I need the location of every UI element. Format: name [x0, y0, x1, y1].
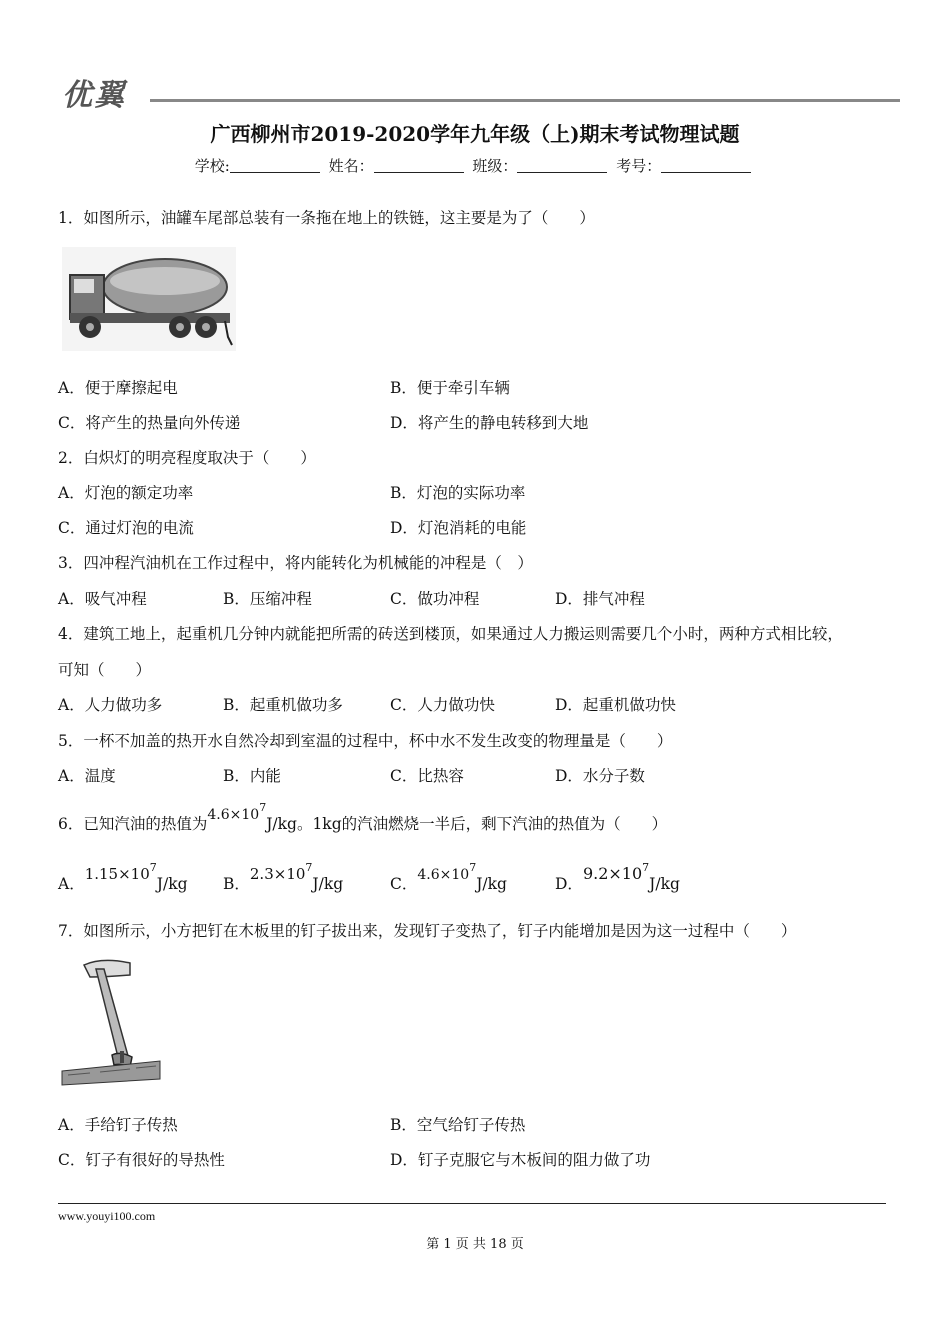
q6-option-b-base: 2.3×10 [249, 865, 306, 883]
q6-option-d-letter: D． [555, 875, 583, 893]
q2-option-d[interactable]: D．灯泡消耗的电能 [390, 519, 527, 537]
q6-stem-suffix: J/kg。1kg的汽油燃烧一半后，剩下汽油的热值为（ ） [266, 815, 668, 833]
q3-option-c[interactable]: C．做功冲程 [390, 590, 480, 608]
footer-url[interactable]: www.youyi100.com [58, 1209, 156, 1223]
q6-option-a-unit: J/kg [156, 875, 188, 893]
q4-option-d[interactable]: D．起重机做功快 [555, 696, 676, 714]
q2-option-b[interactable]: B．灯泡的实际功率 [390, 484, 526, 502]
q6-option-c-letter: C． [390, 875, 418, 893]
question-3-stem: 3．四冲程汽油机在工作过程中，将内能转化为机械能的冲程是（ ） [58, 554, 533, 572]
name-label: 姓名： [328, 157, 374, 175]
q7-option-b[interactable]: B．空气给钉子传热 [390, 1116, 526, 1134]
q6-option-d-unit: J/kg [649, 875, 680, 893]
q6-option-c[interactable] [390, 861, 507, 894]
q6-option-c-unit: J/kg [476, 875, 507, 893]
question-4-stem-line1: 4．建筑工地上，起重机几分钟内就能把所需的砖送到楼顶，如果通过人力搬运则需要几个小时，两种方式相比较， [58, 625, 843, 643]
nail-puller-image [60, 955, 162, 1087]
q6-option-c-base: 4.6×10 [417, 867, 470, 883]
q7-option-d[interactable]: D．钉子克服它与木板间的阻力做了功 [390, 1151, 651, 1169]
class-blank[interactable] [517, 158, 607, 173]
q6-stem-value [207, 801, 266, 823]
q5-option-d[interactable]: D．水分子数 [555, 767, 645, 785]
q6-option-a-letter: A． [58, 875, 85, 893]
q6-option-a[interactable] [58, 861, 188, 894]
q6-option-d-exp: 7 [642, 861, 650, 874]
school-blank[interactable] [230, 158, 320, 173]
q7-option-c[interactable]: C．钉子有很好的导热性 [58, 1151, 225, 1169]
header-rule [150, 99, 900, 102]
q6-option-d-value [583, 861, 649, 883]
q1-option-a[interactable]: A．便于摩擦起电 [58, 379, 178, 397]
question-1-stem: 1．如图所示，油罐车尾部总装有一条拖在地上的铁链，这主要是为了（ ） [58, 209, 595, 227]
question-6-stem [58, 801, 668, 834]
question-5-stem: 5．一杯不加盖的热开水自然冷却到室温的过程中，杯中水不发生改变的物理量是（ ） [58, 732, 673, 750]
q6-stem-value-base: 4.6×10 [207, 807, 260, 823]
q6-option-b[interactable] [223, 861, 344, 894]
question-7-stem: 7．如图所示，小方把钉在木板里的钉子拔出来，发现钉子变热了，钉子内能增加是因为这一过程中（ ） [58, 922, 797, 940]
q4-option-c[interactable]: C．人力做功快 [390, 696, 495, 714]
q6-option-b-letter: B． [223, 875, 250, 893]
q4-option-a[interactable]: A．人力做功多 [58, 696, 163, 714]
class-label: 班级： [472, 157, 518, 175]
q3-option-d[interactable]: D．排气冲程 [555, 590, 645, 608]
tanker-truck-image [60, 245, 238, 353]
exam-no-blank[interactable] [661, 158, 751, 173]
question-4-stem-line2: 可知（ ） [58, 661, 152, 679]
q6-option-d-base: 9.2×10 [582, 864, 643, 883]
q5-option-c[interactable]: C．比热容 [390, 767, 464, 785]
q1-option-c[interactable]: C．将产生的热量向外传递 [58, 414, 241, 432]
school-label: 学校: [194, 157, 230, 175]
q6-option-c-exp: 7 [469, 861, 477, 874]
q5-option-a[interactable]: A．温度 [58, 767, 116, 785]
page-title: 广西柳州市2019-2020学年九年级（上)期末考试物理试题 [210, 122, 740, 146]
q1-option-b[interactable]: B．便于牵引车辆 [390, 379, 510, 397]
q3-option-a[interactable]: A．吸气冲程 [58, 590, 147, 608]
q2-option-c[interactable]: C．通过灯泡的电流 [58, 519, 194, 537]
q6-option-b-exp: 7 [305, 861, 313, 874]
q5-option-b[interactable]: B．内能 [223, 767, 281, 785]
logo: 优翼 [62, 78, 126, 113]
q7-option-a[interactable]: A．手给钉子传热 [58, 1116, 178, 1134]
q6-option-b-unit: J/kg [312, 875, 344, 893]
exam-no-label: 考号： [616, 157, 662, 175]
name-blank[interactable] [374, 158, 464, 173]
question-2-stem: 2．白炽灯的明亮程度取决于（ ） [58, 449, 316, 467]
q6-stem-value-exp: 7 [259, 801, 267, 814]
q3-option-b[interactable]: B．压缩冲程 [223, 590, 312, 608]
page-number: 第 1 页 共 18 页 [426, 1237, 524, 1252]
footer-rule [58, 1203, 886, 1204]
student-info [0, 155, 950, 176]
q6-option-a-base: 1.15×10 [84, 865, 150, 883]
q1-option-d[interactable]: D．将产生的静电转移到大地 [390, 414, 589, 432]
q6-option-c-value [417, 861, 476, 883]
q2-option-a[interactable]: A．灯泡的额定功率 [58, 484, 194, 502]
q6-option-a-value [85, 861, 157, 883]
q6-option-a-exp: 7 [149, 861, 157, 874]
q6-option-b-value [250, 861, 313, 883]
q6-stem-prefix: 6．已知汽油的热值为 [58, 815, 208, 833]
q4-option-b[interactable]: B．起重机做功多 [223, 696, 343, 714]
q6-option-d[interactable] [555, 861, 680, 894]
